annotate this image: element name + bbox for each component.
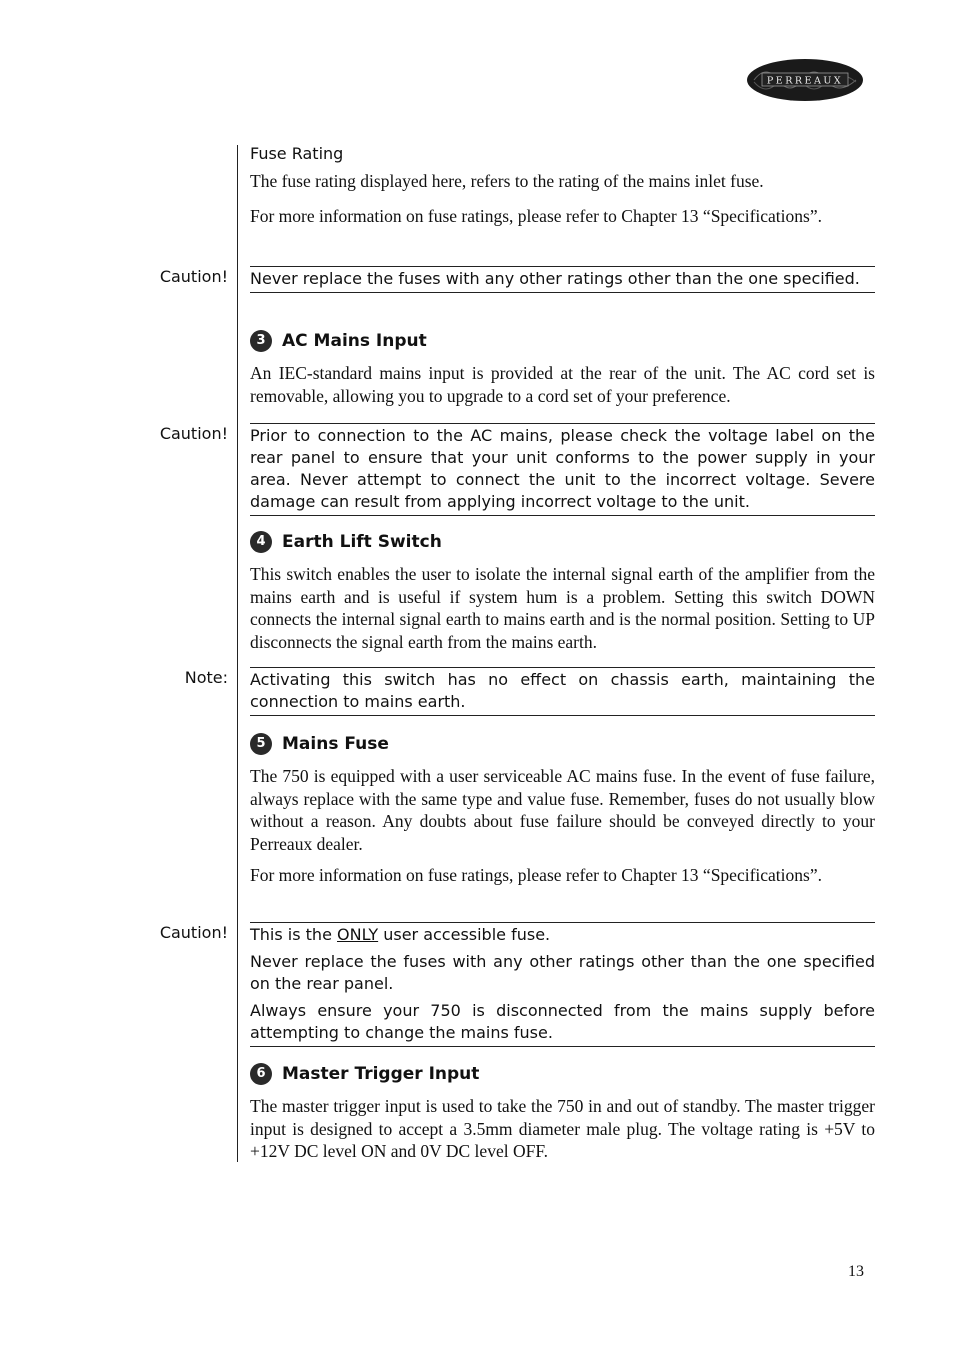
earth-lift-title: Earth Lift Switch: [282, 532, 442, 552]
page-number: 13: [848, 1263, 864, 1280]
caution-3-line-2: Never replace the fuses with any other ratings other than the one specified on the rear panel.: [250, 952, 875, 993]
ac-mains-section: [250, 330, 875, 407]
fuse-rating-paragraph-2: For more information on fuse ratings, please refer to Chapter 13 “Specifications”.: [250, 205, 822, 226]
caution-2-text: Prior to connection to the AC mains, please check the voltage label on the rear panel to ensure that your unit conforms to the power supply in your area. Never attempt to connect the unit to the incorrect voltage. Severe damage can result from applying incorrect voltage to the unit.: [250, 426, 875, 511]
caution-1-text: Never replace the fuses with any other ratings other than the one specified.: [250, 269, 860, 288]
number-badge-4: 4: [250, 531, 272, 553]
caution-3-box: [250, 922, 875, 1047]
master-trigger-section: [250, 1063, 875, 1163]
master-trigger-paragraph: The master trigger input is used to take the 750 in and out of standby. The master trigger input is designed to accept a 3.5mm diameter male plug. The voltage rating is +5V to +12V DC level ON and 0V DC level OFF.: [250, 1096, 875, 1161]
mains-fuse-paragraph-2: For more information on fuse ratings, please refer to Chapter 13 “Specifications”.: [250, 865, 822, 885]
fuse-rating-paragraph-1: The fuse rating displayed here, refers to the rating of the mains inlet fuse.: [250, 171, 764, 191]
logo-text: PERREAUX: [766, 75, 844, 87]
perreaux-logo: [746, 58, 864, 102]
earth-lift-heading: [250, 531, 875, 553]
mains-fuse-section: [250, 733, 875, 887]
mains-fuse-paragraph-1: The 750 is equipped with a user serviceable AC mains fuse. In the event of fuse failure, always replace with the same type and value fuse. Remember, fuses do not usually blow without a reason. Any doubts about fuse failure should be conveyed directly to your Perreaux dealer.: [250, 766, 875, 854]
caution-3-label: Caution!: [159, 923, 228, 942]
note-text: Activating this switch has no effect on chassis earth, maintaining the connection to mains earth.: [250, 670, 875, 711]
caution-2-label: Caution!: [159, 424, 228, 443]
fuse-rating-title: Fuse Rating: [250, 144, 344, 163]
mains-fuse-heading: [250, 733, 875, 755]
only-emphasis: ONLY: [337, 925, 379, 944]
number-badge-5: 5: [250, 733, 272, 755]
master-trigger-heading: [250, 1063, 875, 1085]
caution-3-line-3: Always ensure your 750 is disconnected from the mains supply before attempting to change the mains fuse.: [250, 1001, 875, 1042]
number-badge-3: 3: [250, 330, 272, 352]
caution-3-line-1: This is the ONLY user accessible fuse.: [250, 925, 551, 944]
caution-1-box: [250, 266, 875, 293]
fuse-rating-section: [250, 143, 875, 227]
earth-lift-section: [250, 531, 875, 653]
ac-mains-paragraph: An IEC-standard mains input is provided at the rear of the unit. The AC cord set is removable, allowing you to upgrade to a cord set of your preference.: [250, 363, 875, 406]
earth-lift-paragraph: This switch enables the user to isolate the internal signal earth of the amplifier from the mains earth and is useful if system hum is a problem. Setting this switch DOWN connects the internal signal earth to mains earth and is the normal position. Setting to UP disconnects the signal earth from the mains earth.: [250, 564, 875, 652]
number-badge-6: 6: [250, 1063, 272, 1085]
master-trigger-title: Master Trigger Input: [282, 1064, 480, 1084]
ac-mains-heading: [250, 330, 875, 352]
caution-2-box: [250, 423, 875, 516]
caution-1-label: Caution!: [159, 267, 228, 286]
note-label: Note:: [184, 668, 228, 687]
ac-mains-title: AC Mains Input: [282, 331, 427, 351]
margin-rule: [237, 145, 238, 1162]
note-box: [250, 667, 875, 716]
mains-fuse-title: Mains Fuse: [282, 734, 389, 754]
